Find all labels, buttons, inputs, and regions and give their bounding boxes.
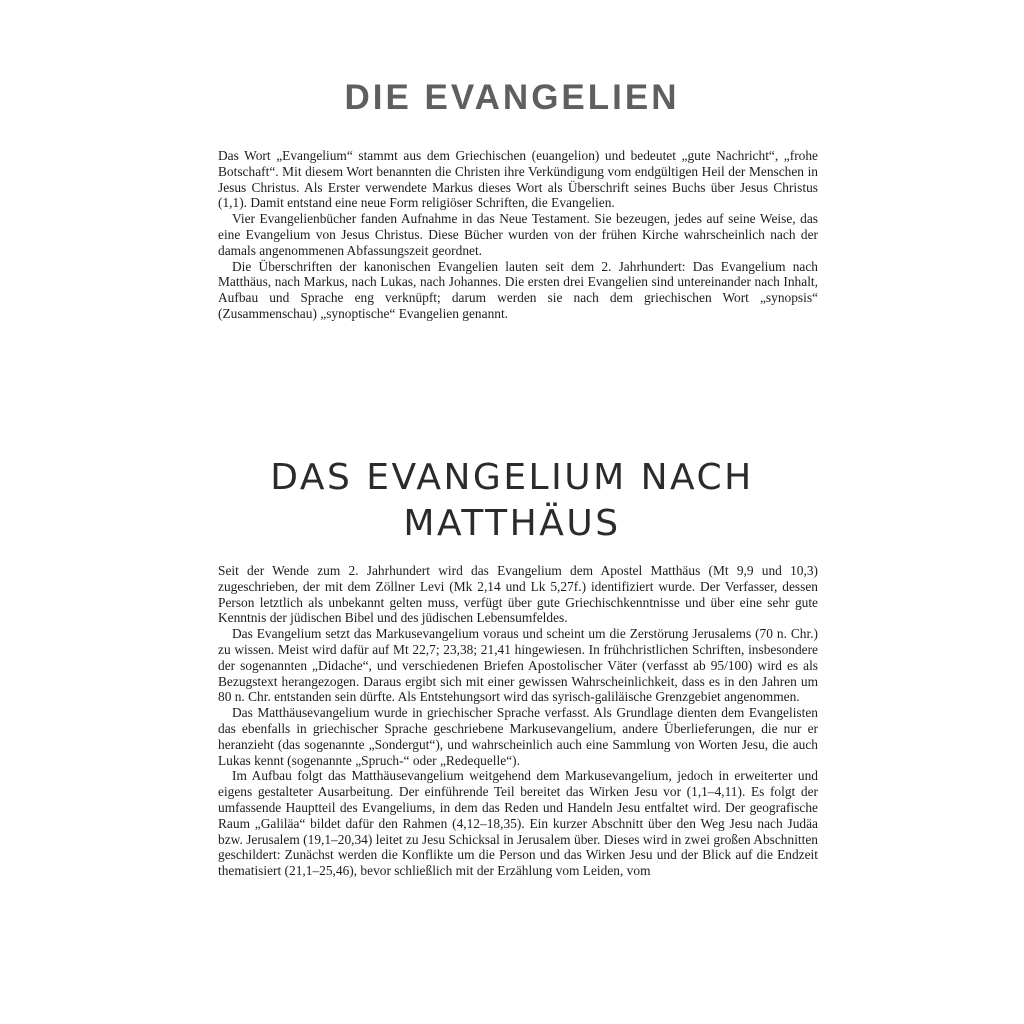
paragraph: Das Wort „Evangelium“ stammt aus dem Griechischen (euangelion) und bedeutet „gute Nachricht“, „frohe Botschaft“. Mit diesem Wort benannten die Christen ihre Verkündigung vom endgültigen Heil der Menschen in Jesus Christus. Als Erster verwendete Markus dieses Wort als Überschrift seines Buchs über Jesus Christus (1,1). Damit entstand eine neue Form religiöser Schriften, die Evangelien. [218,148,818,211]
section-heading-matthaeus [0,455,1024,547]
paragraph: Im Aufbau folgt das Matthäusevangelium weitgehend dem Markusevangelium, jedoch in erweiterter und eigens gestalteter Ausarbeitung. Der einführende Teil bereitet das Wirken Jesu vor (1,1–4,11). Es folgt der umfassende Hauptteil des Evangeliums, in dem das Reden und Handeln Jesu entfaltet wird. Der geografische Raum „Galiläa“ bildet dafür den Rahmen (4,12–18,35). Ein kurzer Abschnitt über den Weg Jesu nach Judäa bzw. Jerusalem (19,1–20,34) leitet zu Jesu Schicksal in Jerusalem über. Dieses wird in zwei großen Abschnitten geschildert: Zunächst werden die Konflikte um die Person und das Wirken Jesu und der Blick auf die Endzeit thematisiert (21,1–25,46), bevor schließlich mit der Erzählung vom Leiden, vom [218,768,818,879]
heading-line: MATTHÄUS [403,503,621,544]
section-text-matthaeus [218,563,818,879]
section-text-die-evangelien [218,148,818,322]
paragraph: Das Evangelium setzt das Markusevangelium voraus und scheint um die Zerstörung Jerusalems (70 n. Chr.) zu wissen. Meist wird dafür auf Mt 22,7; 23,38; 21,41 hingewiesen. In frühchristlichen Schriften, insbesondere der sogenannten „Didache“, und verschiedenen Briefen Apostolischer Väter (verfasst ab 95/100) wird es als Bezugstext herangezogen. Daraus ergibt sich mit einer gewissen Wahrscheinlichkeit, dass es in den Jahren um 80 n. Chr. entstanden sein dürfte. Als Entstehungsort wird das syrisch-galiläische Grenzgebiet angenommen. [218,626,818,705]
paragraph: Seit der Wende zum 2. Jahrhundert wird das Evangelium dem Apostel Matthäus (Mt 9,9 und 10,3) zugeschrieben, der mit dem Zöllner Levi (Mk 2,14 und Lk 5,27f.) identifiziert wurde. Der Verfasser, dessen Person letztlich als unbekannt gelten muss, verfügt über gute Griechischkenntnisse und über eine sehr gute Kenntnis der jüdischen Bibel und des jüdischen Lebensumfeldes. [218,563,818,626]
section-heading-die-evangelien: DIE EVANGELIEN [344,78,680,117]
heading-line: DAS EVANGELIUM NACH [270,457,754,498]
paragraph: Vier Evangelienbücher fanden Aufnahme in das Neue Testament. Sie bezeugen, jedes auf seine Weise, das eine Evangelium von Jesus Christus. Diese Bücher wurden von der frühen Kirche wahrscheinlich nach der damals angenommenen Abfassungszeit geordnet. [218,211,818,258]
paragraph: Die Überschriften der kanonischen Evangelien lauten seit dem 2. Jahrhundert: Das Evangelium nach Matthäus, nach Markus, nach Lukas, nach Johannes. Die ersten drei Evangelien sind untereinander nach Inhalt, Aufbau und Sprache eng verknüpft; darum werden sie nach dem griechischen Wort „synopsis“ (Zusammenschau) „synoptische“ Evangelien genannt. [218,258,818,321]
paragraph: Das Matthäusevangelium wurde in griechischer Sprache verfasst. Als Grundlage dienten dem Evangelisten das ebenfalls in griechischer Sprache geschriebene Markusevangelium, andere Überlieferungen, die nur er heranzieht (das sogenannte „Sondergut“), und wahrscheinlich auch eine Sammlung von Worten Jesu, die auch Lukas kennt (sogenannte „Spruch-“ oder „Redequelle“). [218,705,818,768]
